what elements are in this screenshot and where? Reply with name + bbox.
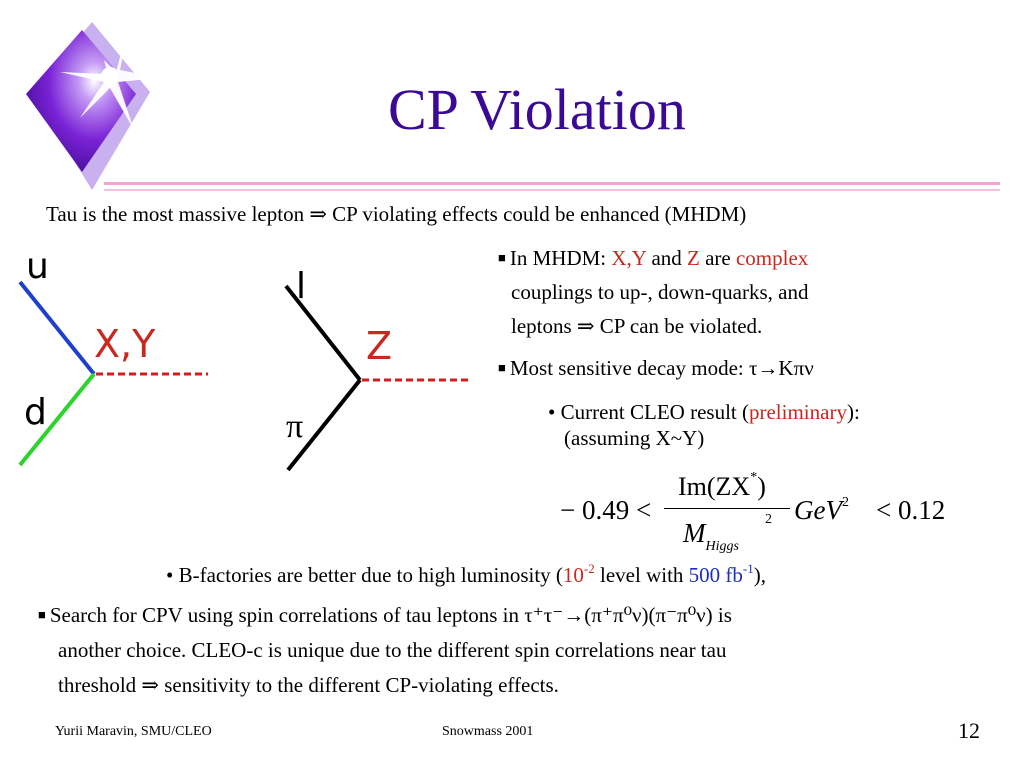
bullet-spin-correlations-line3: threshold ⇒ sensitivity to the different CP-violating effects. bbox=[58, 673, 559, 697]
feynman-diagram-z bbox=[280, 280, 475, 475]
square-bullet-icon: ■ bbox=[38, 607, 46, 622]
square-bullet-icon: ■ bbox=[498, 360, 506, 375]
slide-title: CP Violation bbox=[388, 77, 686, 142]
formula-unit: GeV$^2$ bbox=[794, 495, 849, 525]
bullet-b-factories: • B-factories are better due to high luminosity ($10^{-2}$ level with 500 $fb^{-1}$), bbox=[166, 561, 767, 587]
fraction-bar bbox=[664, 508, 790, 509]
title-divider bbox=[104, 182, 1000, 185]
diamond-star-logo bbox=[0, 0, 170, 200]
bullet-mhdm-line3: leptons ⇒ CP can be violated. bbox=[511, 314, 763, 338]
formula-left-bound: − 0.49 < bbox=[560, 495, 652, 525]
quark-d-label: d bbox=[24, 392, 47, 433]
intro-line: Tau is the most massive lepton ⇒ CP violating effects could be enhanced (MHDM) bbox=[46, 202, 747, 226]
quark-u-label: u bbox=[26, 246, 49, 287]
bullet-mhdm-line2: couplings to up-, down-quarks, and bbox=[511, 280, 809, 304]
bullet-mhdm: ■ In MHDM: X,Y and Z are complex bbox=[498, 246, 809, 270]
lepton-l-label: l bbox=[296, 266, 307, 307]
formula-right-bound: < 0.12 bbox=[876, 495, 946, 525]
boson-z-label: Z bbox=[366, 324, 393, 368]
boson-xy-label: X,Y bbox=[94, 322, 156, 366]
formula-numerator: Im(ZX*) bbox=[678, 470, 766, 501]
page-number: 12 bbox=[958, 718, 980, 743]
dot-bullet-icon: • bbox=[548, 400, 561, 424]
formula-denominator: $M_{Higgs}$ bbox=[683, 518, 739, 554]
title-divider-secondary bbox=[104, 189, 1000, 191]
pion-label: π bbox=[286, 408, 304, 445]
footer-author: Yurii Maravin, SMU/CLEO bbox=[55, 724, 212, 739]
square-bullet-icon: ■ bbox=[498, 250, 506, 265]
bullet-cleo-result: • Current CLEO result (preliminary): bbox=[548, 400, 860, 424]
bullet-decay-mode: ■ Most sensitive decay mode: τ→Kπν bbox=[498, 356, 814, 380]
bullet-spin-correlations-line2: another choice. CLEO-c is unique due to the different spin correlations near tau bbox=[58, 638, 727, 662]
bullet-spin-correlations: ■ Search for CPV using spin correlations of tau leptons in τ⁺τ⁻→(π⁺π⁰ν)(π⁻π⁰ν) is bbox=[38, 603, 732, 627]
dot-bullet-icon: • bbox=[166, 563, 179, 587]
bullet-cleo-assumption: (assuming X~Y) bbox=[564, 426, 705, 450]
formula-denominator-exponent: 2 bbox=[765, 512, 772, 527]
footer-event: Snowmass 2001 bbox=[442, 724, 534, 739]
